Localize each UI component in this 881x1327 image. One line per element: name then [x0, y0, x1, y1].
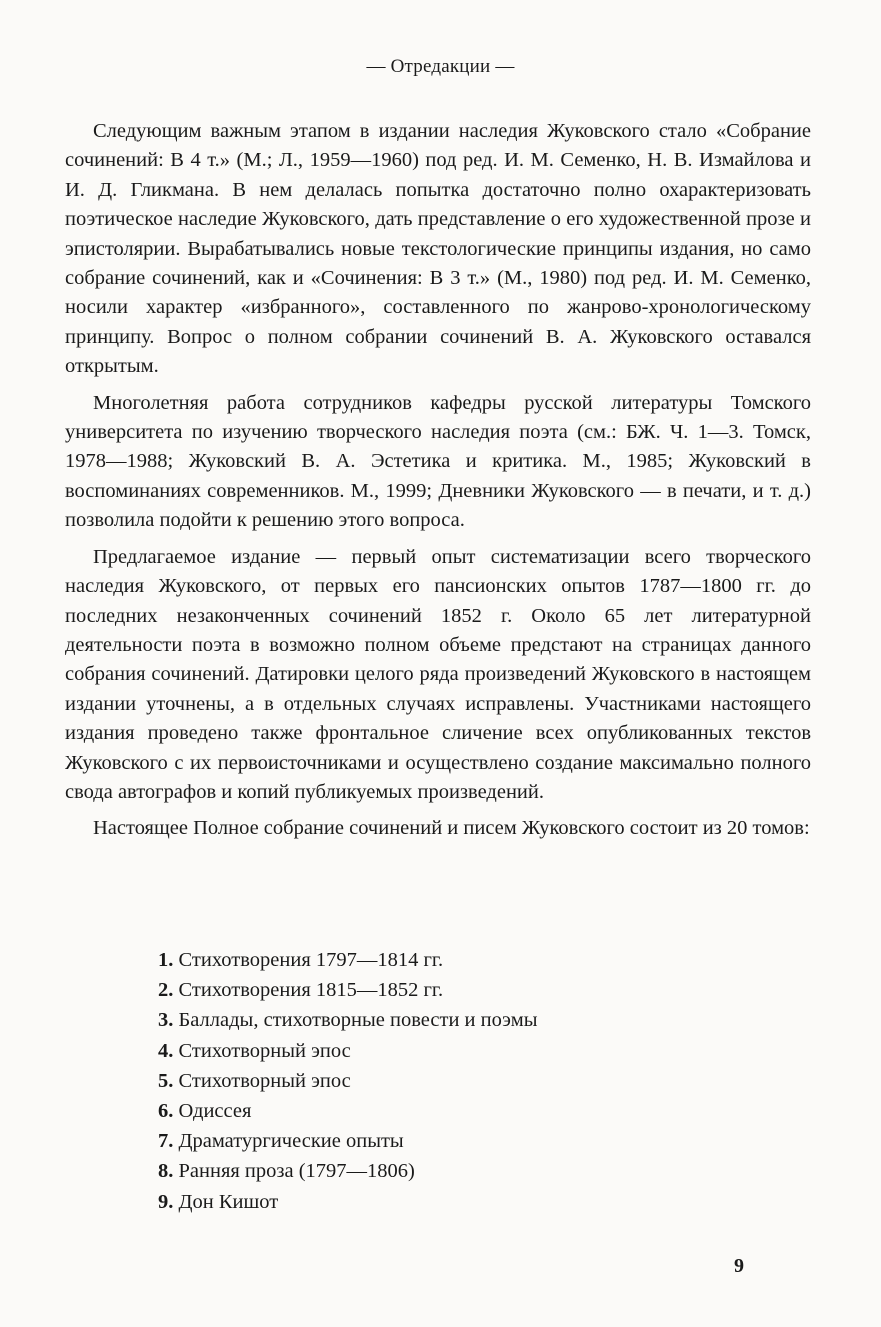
volume-item: [158, 1156, 537, 1186]
volume-number: 9.: [158, 1190, 174, 1213]
volume-item: [158, 1066, 537, 1096]
paragraph-editions-history: Следующим важным этапом в издании наследия Жуковского стало «Собрание сочинений: В 4 т.» (М.; Л., 1959—1960) под ред. И. М. Семенко, Н. В. Измайлова и И. Д. Гликмана. В нем делалась попытка достаточно полно охарактеризовать поэтическое наследие Жуковского, дать представление о его художественной прозе и эпистолярии. Вырабатывались новые текстологические принципы издания, но само собрание сочинений, как и «Сочинения: В 3 т.» (М., 1980) под ред. И. М. Семенко, носили характер «избранного», составленного по жанрово-хронологическому принципу. Вопрос о полном собрании сочинений В. А. Жуковского оставался открытым.: [65, 120, 811, 378]
volume-number: 1.: [158, 949, 174, 971]
volume-number: 4.: [158, 1039, 174, 1062]
paragraph-tomsk-university: Многолетняя работа сотрудников кафедры русской литературы Томского университета по изучению творческого наследия поэта (см.: БЖ. Ч. 1—3. Томск, 1978—1988; Жуковский В. А. Эстетика и критика. М., 1985; Жуковский в воспоминаниях современников. М., 1999; Дневники Жуковского — в печати, и т. д.) позволила подойти к решению этого вопроса.: [65, 391, 811, 532]
running-header: — Отредакции —: [366, 56, 515, 77]
volume-number: 8.: [158, 1160, 174, 1183]
page-number: 9: [734, 1255, 744, 1277]
body-text: [65, 117, 811, 844]
volume-number: 6.: [158, 1100, 174, 1123]
volume-title: Стихотворения 1815—1852 гг.: [178, 979, 444, 1002]
volume-title: Стихотворения 1797—1814 гг.: [178, 949, 444, 971]
volume-number: 5.: [158, 1069, 174, 1092]
volume-title: Драматургические опыты: [178, 1130, 404, 1153]
volume-title: Одиссея: [178, 1100, 252, 1123]
volume-number: 7.: [158, 1130, 174, 1153]
volume-item: [158, 1096, 537, 1126]
volume-item: [158, 1005, 537, 1035]
volume-item: [158, 945, 537, 975]
volume-item: [158, 1036, 537, 1066]
volume-number: 3.: [158, 1009, 174, 1032]
paragraph-current-edition: Предлагаемое издание — первый опыт систематизации всего творческого наследия Жуковского, от первых его пансионских опытов 1787—1800 гг. до последних незаконченных сочинений 1852 г. Около 65 лет литературной деятельности поэта в возможно полном объеме предстают на страницах данного собрания сочинений. Датировки целого ряда произведений Жуковского в настоящем издании уточнены, а в отдельных случаях исправлены. Участниками настоящего издания проведено также фронтальное сличение всех опубликованных текстов Жуковского с их первоисточниками и осуществлено создание максимально полного свода автографов и копий публикуемых произведений.: [65, 545, 811, 803]
volume-title: Ранняя проза (1797—1806): [178, 1160, 415, 1183]
volume-title: Дон Кишот: [178, 1190, 279, 1213]
volume-item: [158, 975, 537, 1005]
volume-number: 2.: [158, 979, 174, 1002]
volume-item: [158, 1187, 537, 1217]
volume-title: Баллады, стихотворные повести и поэмы: [178, 1009, 538, 1032]
volume-title: Стихотворный эпос: [178, 1069, 351, 1092]
volume-item: [158, 1126, 537, 1156]
paragraph-volume-count: Настоящее Полное собрание сочинений и писем Жуковского состоит из 20 томов:: [93, 817, 810, 840]
volume-list: [158, 945, 537, 1217]
volume-title: Стихотворный эпос: [178, 1039, 351, 1062]
